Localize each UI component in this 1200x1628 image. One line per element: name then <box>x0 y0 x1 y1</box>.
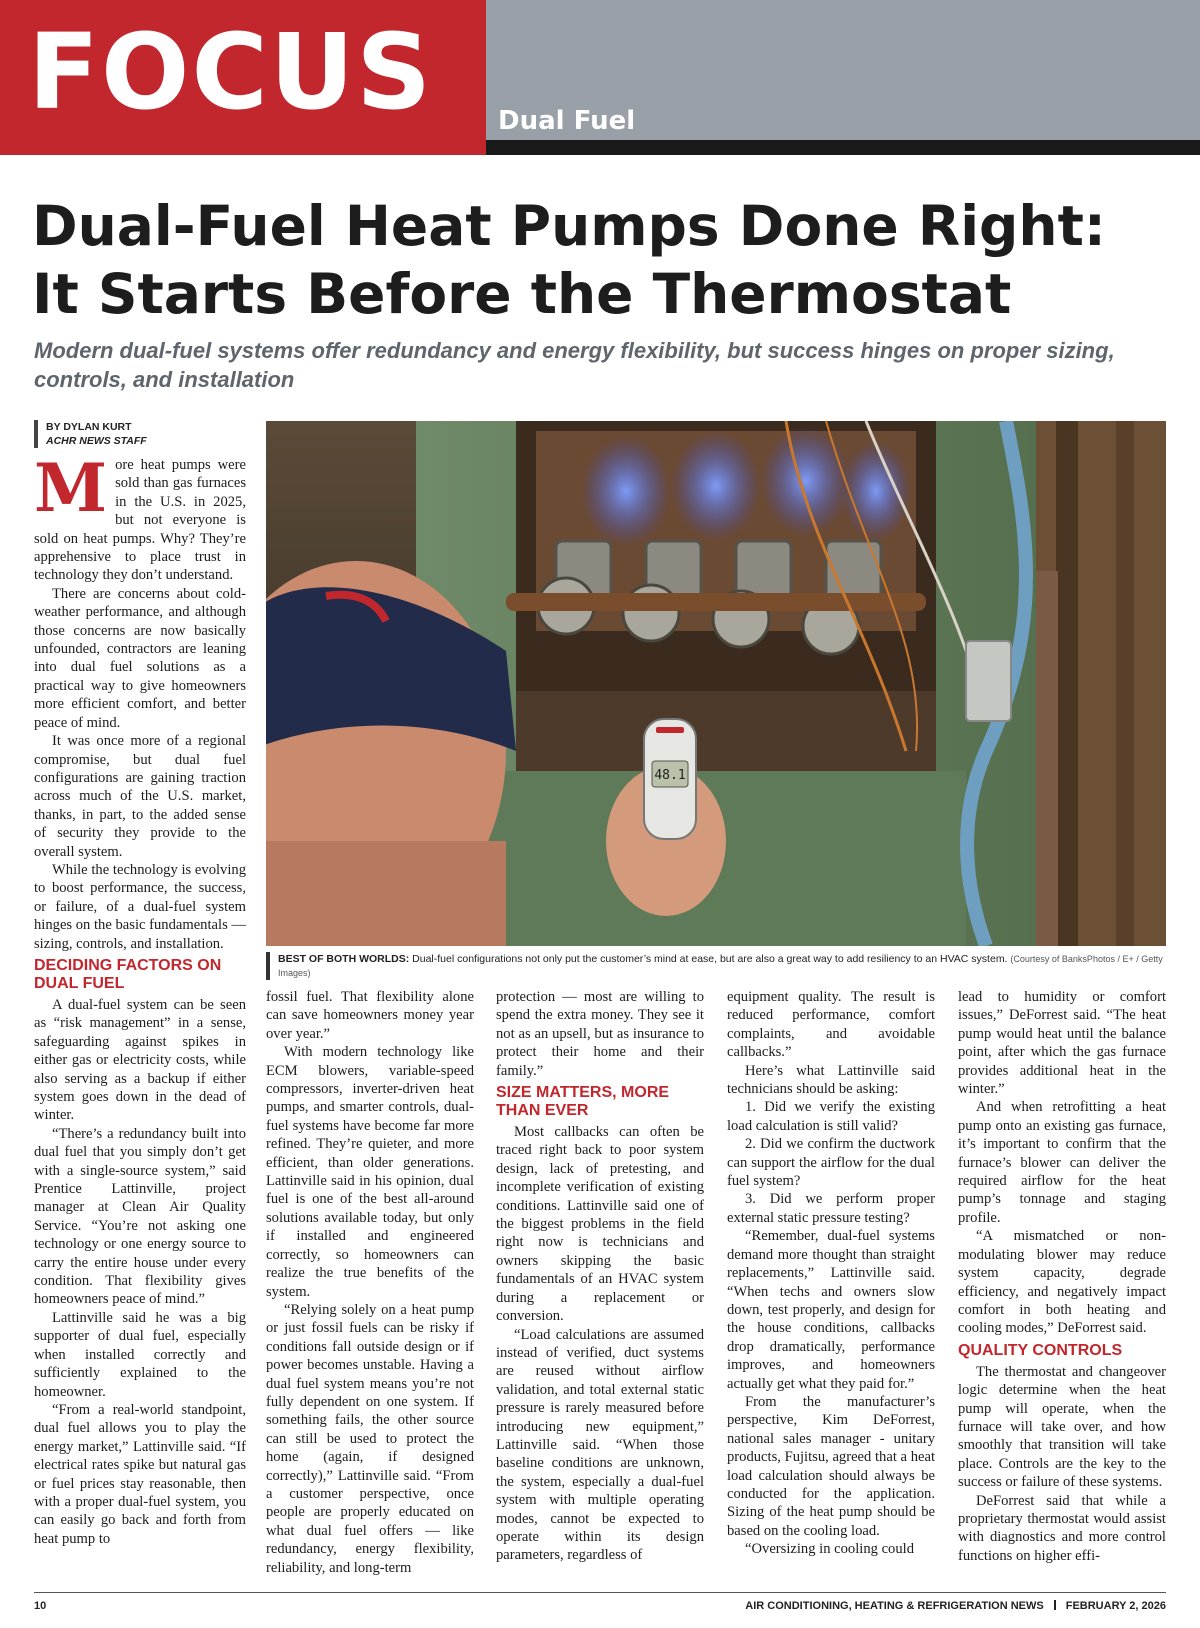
body-paragraph: A dual-fuel system can be seen as “risk management” in a sense, safeguarding against spikes in either gas or electricity costs, while also serving as a backup if either system goes down in the dead of winter. <box>34 996 246 1124</box>
body-paragraph: equipment quality. The result is reduced performance, comfort complaints, and avoidable callbacks.” <box>727 989 935 1061</box>
headline-line-2: It Starts Before the Thermostat <box>32 262 1012 326</box>
author-name: BY DYLAN KURT <box>46 421 132 433</box>
column-2 <box>266 988 474 1577</box>
body-paragraph: Most callbacks can often be traced right back to poor system design, lack of pretesting, and incomplete verification of existing conditions. Lattinville said one of the biggest problems in the field right now is technicians and owners skipping the basic fundamentals of an HVAC system during a replacement or conversion. <box>496 1124 704 1325</box>
body-paragraph: From the manufacturer’s perspective, Kim DeForrest, national sales manager - unitary products, Fujitsu, agreed that a heat load calculation should always be conducted for the application. Sizing of the heat pump should be based on the cooling load. <box>727 1393 935 1539</box>
caption-credit: (Courtesy of BanksPhotos / E+ / Getty Images) <box>278 954 1163 978</box>
body-paragraph: “A mismatched or non-modulating blower may reduce system capacity, degrade efficiency, and negatively impact comfort in both heating and cooling modes,” DeForrest said. <box>958 1228 1166 1337</box>
question-item: 2. Did we confirm the ductwork can support the airflow for the dual fuel system? <box>727 1136 935 1190</box>
masthead-brand: FOCUS <box>28 11 434 133</box>
body-paragraph: “There’s a redundancy built into dual fuel that you simply don’t get with a single-source system,” said Prentice Lattinville, project manager at Clean Air Quality Service. “You’re not asking one technology or one energy source to carry the entire house under every condition. That flexibility gives homeowners peace of mind.” <box>34 1125 246 1308</box>
column-4 <box>727 988 935 1559</box>
headline <box>32 192 1182 328</box>
headline-line-1: Dual-Fuel Heat Pumps Done Right: <box>32 194 1106 258</box>
dek: Modern dual-fuel systems offer redundancy and energy flexibility, but success hinges on proper sizing, controls, and installation <box>34 338 1115 392</box>
caption-text: Dual-fuel configurations not only put the customer’s mind at ease, but are also a great way to add resiliency to an HVAC system. <box>412 953 1008 965</box>
body-paragraph: It was once more of a regional compromise, but dual fuel configurations are gaining traction across much of the U.S. market, thanks, in part, to the added sense of security they provide to the overall system. <box>34 733 246 860</box>
page-number: 10 <box>34 1600 47 1612</box>
column-3 <box>496 988 704 1565</box>
footer-separator <box>1054 1600 1056 1610</box>
byline <box>34 420 147 448</box>
body-paragraph: With modern technology like ECM blowers, variable-speed compressors, inverter-driven heat pumps, and smarter controls, dual-fuel systems have become far more refined. They’re quieter, and more efficient, than older generations. Lattinville said in his opinion, dual fuel is one of the best all-around solutions available today, but only if installed and engineered correctly, so homeowners can realize the true benefits of the system. <box>266 1044 474 1300</box>
body-paragraph: “Relying solely on a heat pump or just fossil fuels can be risky if conditions fall outside design or if power becomes unstable. Having a dual fuel system means you’re not fully dependent on one system. If something fails, the other source can still be used to protect the home (again, if designed correctly),” Lattinville said. “From a customer perspective, once people are properly educated on what dual fuel offers — like redundancy, energy flexibility, reliability, and long-term <box>266 1301 474 1576</box>
body-paragraph: There are concerns about cold-weather performance, and although those concerns are now basically unfounded, contractors are leaning into dual fuel solutions as a practical way to give homeowners more efficient comfort, and better peace of mind. <box>34 585 246 731</box>
body-paragraph: DeForrest said that while a proprietary thermostat would assist with diagnostics and more control functions on higher effi- <box>958 1492 1166 1564</box>
drop-cap: M <box>34 449 108 527</box>
masthead-black-rule <box>486 140 1200 155</box>
body-paragraph: And when retrofitting a heat pump onto an existing gas furnace, it’s important to confirm that the furnace’s blower can deliver the required airflow for the heat pump’s tonnage and staging profile. <box>958 1099 1166 1226</box>
body-paragraph: The thermostat and changeover logic determine when the heat pump will operate, when the furnace will take over, and how smoothly that transition will take place. Controls are the key to the success or failure of these systems. <box>958 1363 1166 1491</box>
body-paragraph: protection — most are willing to spend the extra money. They see it not as an upsell, but as insurance to protect their home and their family.” <box>496 989 704 1079</box>
body-paragraph: “Oversizing in cooling could <box>745 1541 915 1558</box>
footer-rule <box>34 1592 1166 1593</box>
body-paragraph: fossil fuel. That flexibility alone can save homeowners money year over year.” <box>266 989 474 1042</box>
photo-caption <box>266 952 1183 980</box>
body-paragraph: “Load calculations are assumed instead of verified, duct systems are reused without airflow validation, and total external static pressure is rarely measured before introducing new equipment,” Lattinville said. “When those baseline conditions are unknown, the system, especially a dual-fuel system with multiple operating modes, cannot be expected to operate within its design parameters, regardless of <box>496 1326 704 1564</box>
lead-paragraph: More heat pumps were sold than gas furnaces in the U.S. in 2025, but not everyone is sold on heat pumps. Why? They’re apprehensive to place trust in technology they don’t understand. <box>34 449 246 584</box>
body-paragraph: “From a real-world standpoint, dual fuel allows you to play the energy market,” Lattinville said. “If electrical rates spike but natural gas or fuel prices stay reasonable, then with a proper dual-fuel system, you can easily go back and forth from heat pump to <box>34 1401 246 1547</box>
question-item: 3. Did we perform proper external static pressure testing? <box>727 1191 935 1226</box>
body-paragraph: Here’s what Lattinville said technicians should be asking: <box>727 1062 935 1098</box>
subhead-deciding-factors: DECIDING FACTORS ON DUAL FUEL <box>34 956 222 992</box>
body-paragraph: While the technology is evolving to boost performance, the success, or failure, of a dual-fuel system hinges on the basic fundamentals — sizing, controls, and installation. <box>34 861 246 952</box>
author-staff: ACHR NEWS STAFF <box>46 435 147 447</box>
section-label: Dual Fuel <box>498 106 636 136</box>
body-paragraph: lead to humidity or comfort issues,” DeForrest said. “The heat pump would heat until the balance point, after which the gas furnace provides additional heat in the winter.” <box>958 989 1166 1098</box>
footer-publication <box>745 1600 1166 1612</box>
furnace-technician-illustration <box>266 421 1166 946</box>
column-1 <box>34 449 246 1548</box>
subhead-size-matters: SIZE MATTERS, MORE THAN EVER <box>496 1084 670 1120</box>
subhead-quality-controls: QUALITY CONTROLS <box>958 1341 1123 1359</box>
publication-name: AIR CONDITIONING, HEATING & REFRIGERATION NEWS <box>745 1600 1044 1612</box>
caption-label: BEST OF BOTH WORLDS: <box>278 953 410 965</box>
article-photo <box>266 421 1166 946</box>
column-5 <box>958 988 1166 1565</box>
question-item: 1. Did we verify the existing load calculation is still valid? <box>727 1099 935 1134</box>
issue-date: FEBRUARY 2, 2026 <box>1065 1600 1166 1612</box>
thermometer-reading: 48.1 <box>654 768 686 783</box>
body-paragraph: Lattinville said he was a big supporter of dual fuel, especially when installed correctly and sufficiently explained to the homeowner. <box>34 1309 246 1400</box>
body-paragraph: “Remember, dual-fuel systems demand more thought than straight replacements,” Lattinville said. “When techs and owners slow down, test properly, and design for the house conditions, callbacks drop dramatically, performance improves, and homeowners actually get what they paid for.” <box>727 1228 935 1392</box>
